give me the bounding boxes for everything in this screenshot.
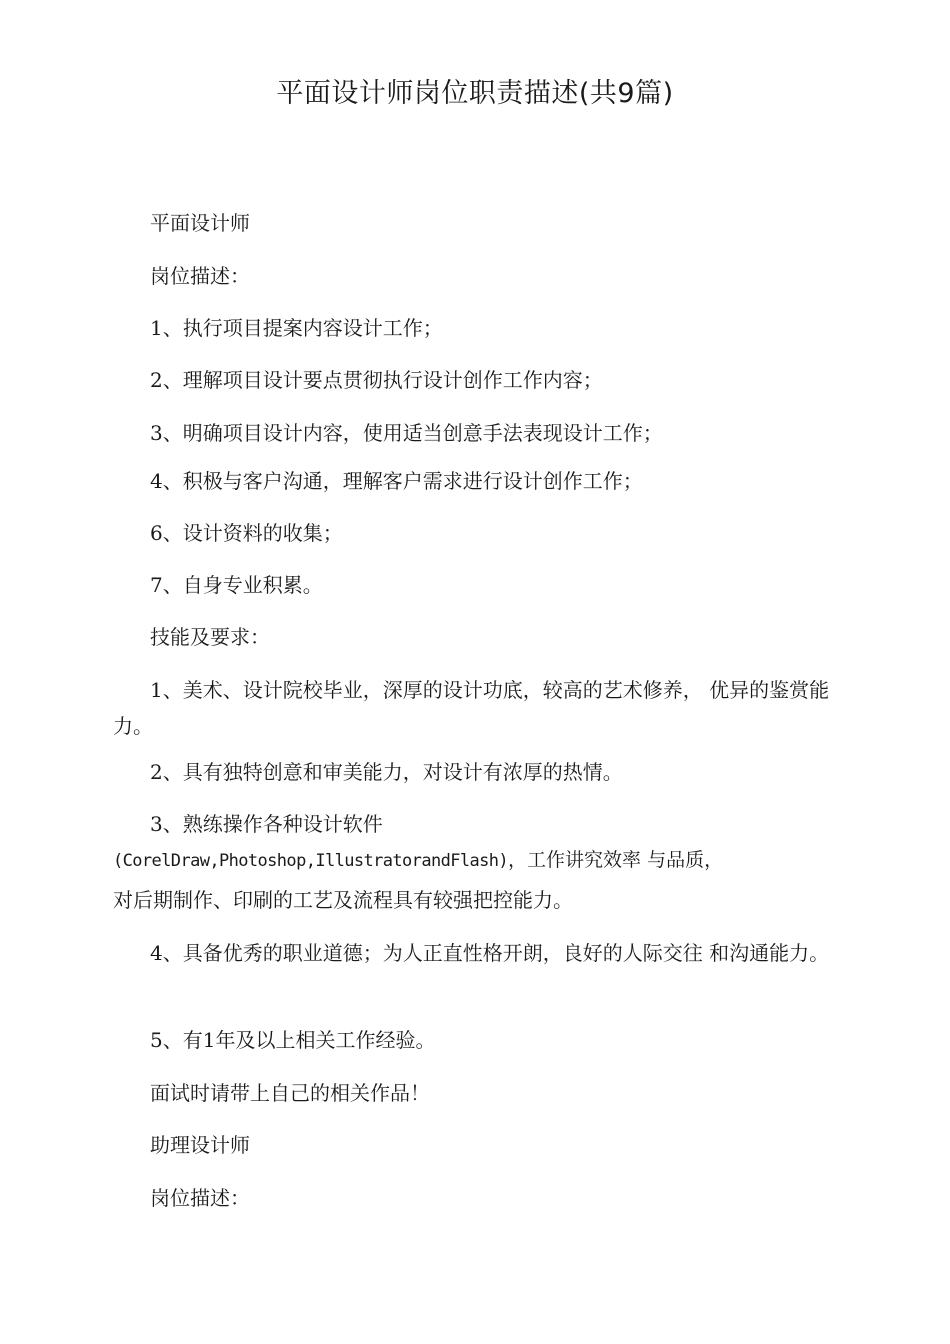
skill-item: 5、有1年及以上相关工作经验。 <box>150 1028 436 1052</box>
skill-item: 4、具备优秀的职业道德；为人正直性格开朗，良好的人际交往 和沟通能力。 <box>150 941 830 965</box>
skills-label: 技能及要求： <box>150 625 270 649</box>
section-heading-assistant-designer: 助理设计师 <box>150 1133 250 1157</box>
duty-item: 7、自身专业积累。 <box>150 573 323 597</box>
software-list: (CorelDraw,Photoshop,IllustratorandFlash) <box>113 851 509 871</box>
skill-item-software-line <box>113 843 723 878</box>
duty-item: 6、设计资料的收集； <box>150 521 343 545</box>
section-heading-graphic-designer: 平面设计师 <box>150 211 250 235</box>
job-description-label: 岗位描述： <box>150 1186 250 1210</box>
software-line-rest: ，工作讲究效率 与品质， <box>508 849 724 871</box>
skill-item-software-heading: 3、熟练操作各种设计软件 <box>150 812 383 836</box>
skill-item: 2、具有独特创意和审美能力，对设计有浓厚的热情。 <box>150 760 623 784</box>
duty-item: 4、积极与客户沟通，理解客户需求进行设计创作工作； <box>150 469 643 493</box>
duty-item: 3、明确项目设计内容，使用适当创意手法表现设计工作； <box>150 421 663 445</box>
interview-note: 面试时请带上自己的相关作品！ <box>150 1081 430 1105</box>
duty-item: 2、理解项目设计要点贯彻执行设计创作工作内容； <box>150 368 603 392</box>
document-title: 平面设计师岗位职责描述(共9篇) <box>276 78 674 109</box>
skill-item: 1、美术、设计院校毕业，深厚的设计功底，较高的艺术修养， 优异的鉴赏能力。 <box>113 678 830 738</box>
duty-item: 1、执行项目提案内容设计工作； <box>150 316 443 340</box>
job-description-label: 岗位描述： <box>150 264 250 288</box>
skill-item-software-continuation: 对后期制作、印刷的工艺及流程具有较强把控能力。 <box>113 888 573 912</box>
